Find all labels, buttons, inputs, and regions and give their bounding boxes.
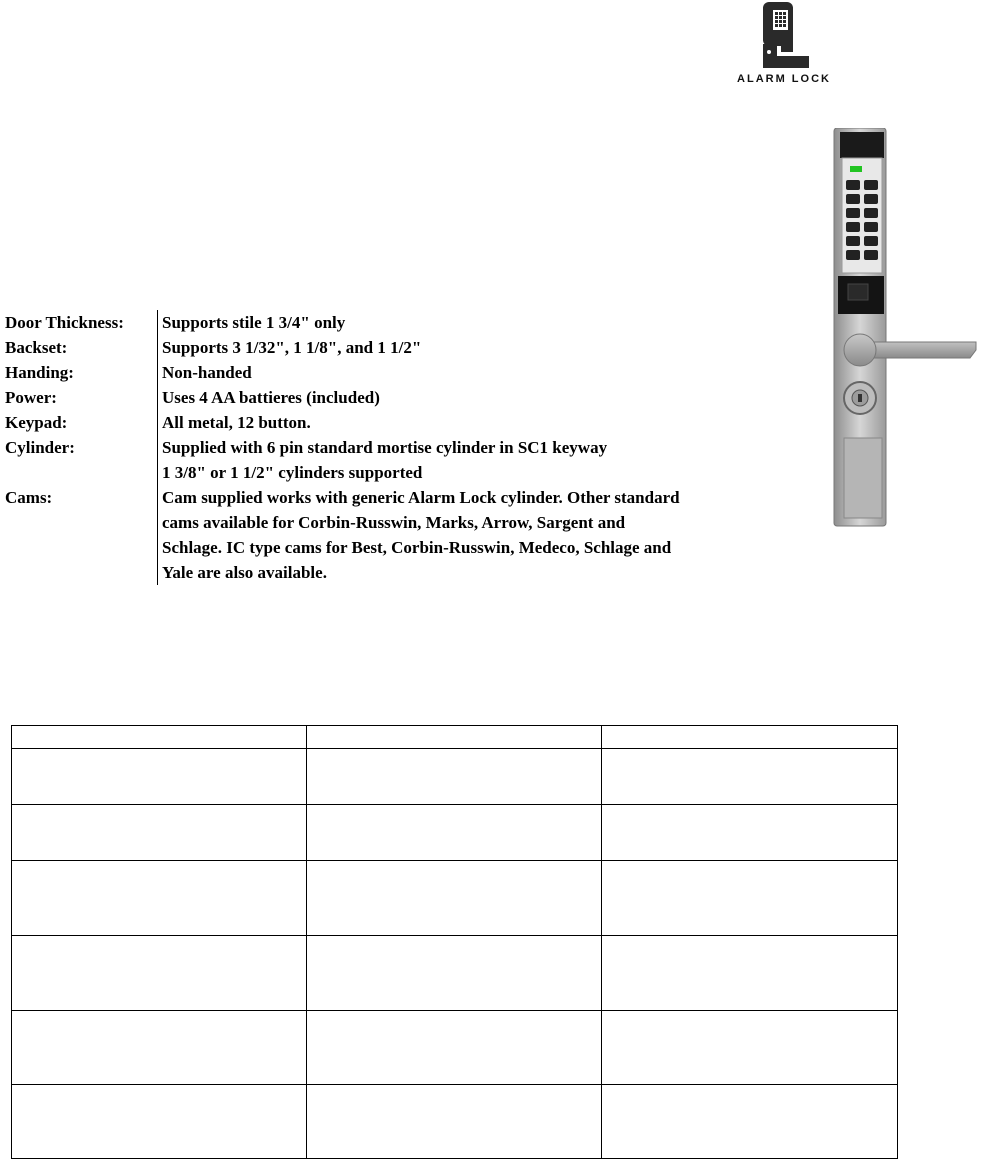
table-cell: [602, 936, 898, 1011]
alarm-lock-logo: [719, 0, 849, 86]
spec-row-keypad: [5, 410, 765, 435]
spec-label: Keypad:: [5, 413, 68, 432]
spec-value-line: Supports stile 1 3/4" only: [162, 313, 346, 332]
spec-value-line: Non-handed: [162, 363, 252, 382]
table-cell: [307, 726, 602, 749]
table-cell: [12, 936, 307, 1011]
lock-logo-icon: [719, 0, 849, 72]
table-cell: [12, 1011, 307, 1085]
spec-label: Cams:: [5, 488, 53, 507]
table-cell: [307, 936, 602, 1011]
spec-value-line: Schlage. IC type cams for Best, Corbin-Russwin, Medeco, Schlage and: [162, 538, 672, 557]
spec-value: [157, 335, 765, 360]
spec-value-line: All metal, 12 button.: [162, 413, 311, 432]
spec-list: [5, 310, 765, 585]
spec-label: Cylinder:: [5, 438, 75, 457]
spec-row-cams: [5, 485, 765, 585]
table-cell: [12, 805, 307, 861]
spec-value-line: Supplied with 6 pin standard mortise cylinder in SC1 keyway: [162, 438, 608, 457]
table-cell: [12, 726, 307, 749]
table-row: [12, 861, 898, 936]
spec-value-line: Supports 3 1/32", 1 1/8", and 1 1/2": [162, 338, 422, 357]
spec-row-power: [5, 385, 765, 410]
spec-label: Backset:: [5, 338, 68, 357]
spec-row-handing: [5, 360, 765, 385]
spec-value-line: 1 3/8" or 1 1/2" cylinders supported: [162, 463, 423, 482]
keypad-lever-lock-image: [820, 128, 982, 528]
table-cell: [307, 1085, 602, 1159]
spec-label: Door Thickness:: [5, 313, 124, 332]
table-cell: [12, 861, 307, 936]
table-cell: [602, 861, 898, 936]
table-row: [12, 936, 898, 1011]
spec-row-door-thickness: [5, 310, 765, 335]
table-cell: [602, 1011, 898, 1085]
table-cell: [12, 749, 307, 805]
spec-value-line: cams available for Corbin-Russwin, Marks, Arrow, Sargent and: [162, 513, 626, 532]
spec-value: [157, 485, 765, 585]
spec-row-cylinder: [5, 435, 765, 485]
spec-value-line: Cam supplied works with generic Alarm Lock cylinder. Other standard: [162, 488, 680, 507]
spec-value: [157, 410, 765, 435]
table-cell: [12, 1085, 307, 1159]
spec-value: [157, 310, 765, 335]
spec-row-backset: [5, 335, 765, 360]
logo-wordmark: ALARM LOCK: [737, 73, 831, 85]
table-cell: [602, 749, 898, 805]
spec-value-line: Uses 4 AA battieres (included): [162, 388, 380, 407]
table-row: [12, 1085, 898, 1159]
table-cell: [307, 749, 602, 805]
table-row: [12, 1011, 898, 1085]
table-cell: [602, 805, 898, 861]
table-row: [12, 749, 898, 805]
spec-value: [157, 385, 765, 410]
empty-table: [11, 725, 898, 1159]
table-cell: [602, 1085, 898, 1159]
table-cell: [602, 726, 898, 749]
table-cell: [307, 861, 602, 936]
spec-value: [157, 435, 765, 485]
spec-label: Power:: [5, 388, 57, 407]
table-row: [12, 805, 898, 861]
table-row: [12, 726, 898, 749]
table-cell: [307, 805, 602, 861]
spec-label: Handing:: [5, 363, 74, 382]
spec-value: [157, 360, 765, 385]
spec-value-line: Yale are also available.: [162, 563, 327, 582]
table-cell: [307, 1011, 602, 1085]
